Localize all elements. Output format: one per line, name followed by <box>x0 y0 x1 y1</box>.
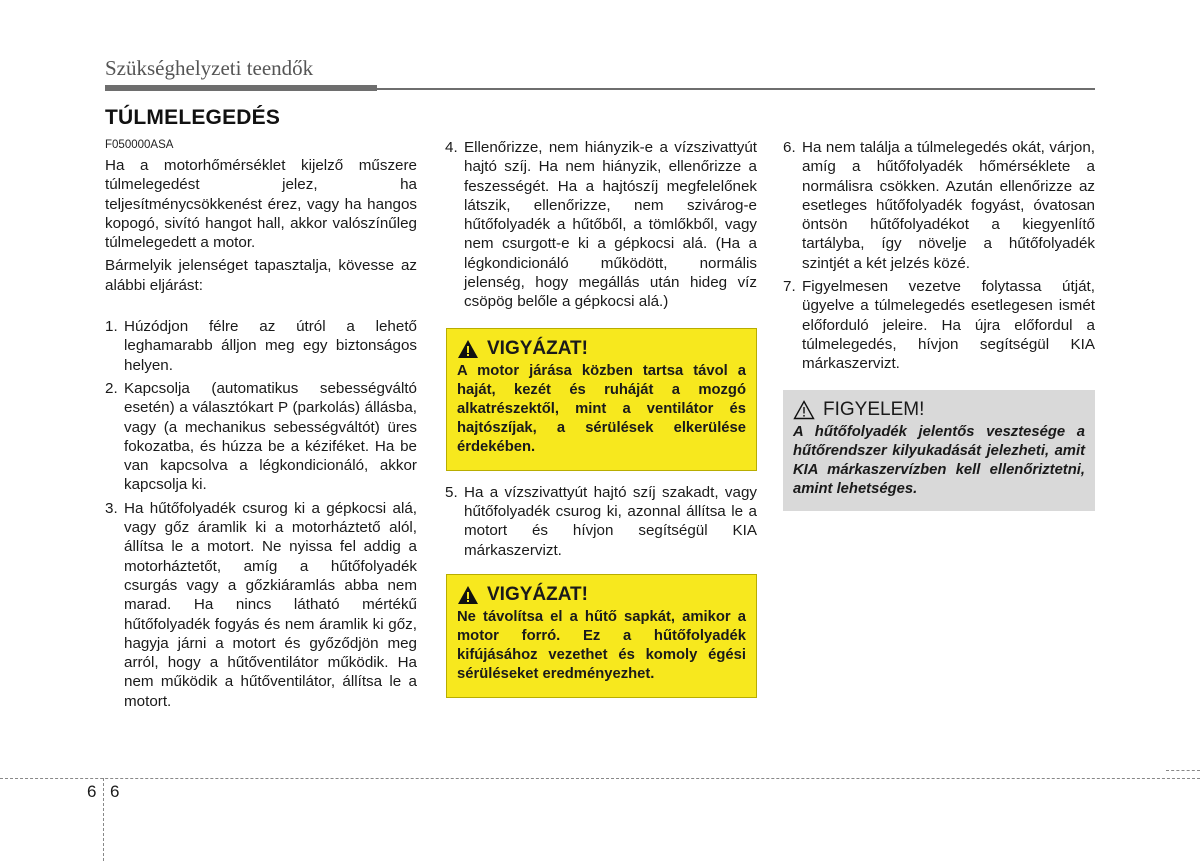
footer-corner-mark <box>1166 770 1200 771</box>
chapter-header: Szükséghelyzeti teendők <box>105 56 314 80</box>
section-title: TÚLMELEGEDÉS <box>105 106 281 129</box>
column-middle <box>445 138 757 698</box>
step-item: 7. Figyelmesen vezetve folytassa útját, ügyelve a túlmelegedés esetlegesen ismét előforduló jeleire. Ha újra előfordul a túlmelegedés, hívjon segítségül KIA márkaszervizt. <box>783 278 1095 373</box>
notice-text: A hűtőfolyadék jelentős vesztesége a hűtőrendszer kilyukadását jelezheti, amit KIA márkaszervízben kell ellenőriztetni, amint lehetséges. <box>793 423 1085 498</box>
steps-list-2 <box>445 138 757 312</box>
page-chapter-number: 6 <box>87 782 97 801</box>
caution-text: A motor járása közben tartsa távol a haját, kezét és ruháját a mozgó alkatrészektől, mint a ventilátor és hajtószíjak, a sérülések elkerülése érdekében. <box>457 362 746 456</box>
footer-vertical-divider <box>103 778 104 861</box>
column-right <box>783 138 1095 511</box>
notice-title: FIGYELEM! <box>793 400 1085 420</box>
steps-list-1 <box>105 317 417 711</box>
caution-box-1 <box>446 328 757 471</box>
page-number: 6 <box>110 782 120 801</box>
header-rule-thick <box>105 85 377 91</box>
steps-list-4 <box>783 138 1095 374</box>
warning-triangle-icon <box>457 585 479 605</box>
warning-triangle-icon <box>457 339 479 359</box>
intro-paragraph-1: Ha a motorhőmérséklet kijelző műszere túlmelegedést jelez, ha teljesítménycsökkenést érez, vagy ha hangos kopogó, sivító hangot hall, akkor valószínűleg túlmelegedett a motor. <box>105 157 417 252</box>
column-left <box>105 138 417 715</box>
step-item: 6. Ha nem találja a túlmelegedés okát, várjon, amíg a hűtőfolyadék hőmérséklete a normálisra csökken. Azután ellenőrizze az esetleges hűtőfolyadék fogyást, óvatosan öntsön hűtőfolyadékot a kiegyenlítő tartályba, így növelje a hűtőfolyadék szintjét a két jelzés közé. <box>783 139 1095 272</box>
step-item: 1. Húzódjon félre az útról a lehető leghamarabb álljon meg egy biztonságos helyen. <box>105 318 417 374</box>
caution-text: Ne távolítsa el a hűtő sapkát, amikor a motor forró. Ez a hűtőfolyadék kifújásához vezethet és komoly égési sérüléseket eredményezhet. <box>457 608 746 683</box>
step-item: 5. Ha a vízszivattyút hajtó szíj szakadt, vagy hűtőfolyadék csurog ki, azonnal állítsa le a motort és hívjon segítségül KIA márkaszervizt. <box>445 483 757 559</box>
caution-box-2 <box>446 574 757 698</box>
step-item: 3. Ha hűtőfolyadék csurog ki a gépkocsi alá, vagy gőz áramlik ki a motorháztető alól, állítsa le a motort. Ne nyissa fel addig a motorháztetőt, amíg a hűtőfolyadék csurgás vagy a gőzkiáramlás abba nem marad. Ha nincs látható mértékű hűtőfolyadék fogyás és nem áramlik ki gőz, hagyja járni a motort és győződjön meg arról, hogy a hűtőventilátor működik. Ha nem működik a hűtőventilátor, állítsa le a motort. <box>105 499 417 710</box>
header-rule-thin <box>377 88 1095 90</box>
step-item: 4. Ellenőrizze, nem hiányzik-e a vízszivattyút hajtó szíj. Ha nem hiányzik, ellenőrizze a feszességét. Ha a hajtószíj megfelelőnek látszik, ellenőrizze, nem szivárog-e hűtőfolyadék a hűtőből, a tömlőkből, vagy nem csurgott-e ki a gépkocsi alá. (Ha a légkondicionáló működött, normális jelenség, hogy megállás után hideg víz csöpög belőle a gépkocsi alá.) <box>445 139 757 311</box>
notice-box <box>783 390 1095 512</box>
intro-paragraph-2: Bármelyik jelenséget tapasztalja, kövesse az alábbi eljárást: <box>105 257 417 294</box>
warning-outline-icon <box>793 400 815 420</box>
steps-list-3 <box>445 483 757 560</box>
section-code: F050000ASA <box>105 139 174 151</box>
caution-title: VIGYÁZAT! <box>457 339 746 359</box>
step-item: 2. Kapcsolja (automatikus sebességváltó esetén) a választókart P (parkolás) állásba, vagy (a mechanikus sebességváltót) üres fokozatba, és húzza be a kéziféket. Ha be van kapcsolva a légkondicionáló, akkor kapcsolja ki. <box>105 379 417 494</box>
caution-title: VIGYÁZAT! <box>457 585 746 605</box>
footer-divider <box>0 778 1200 779</box>
